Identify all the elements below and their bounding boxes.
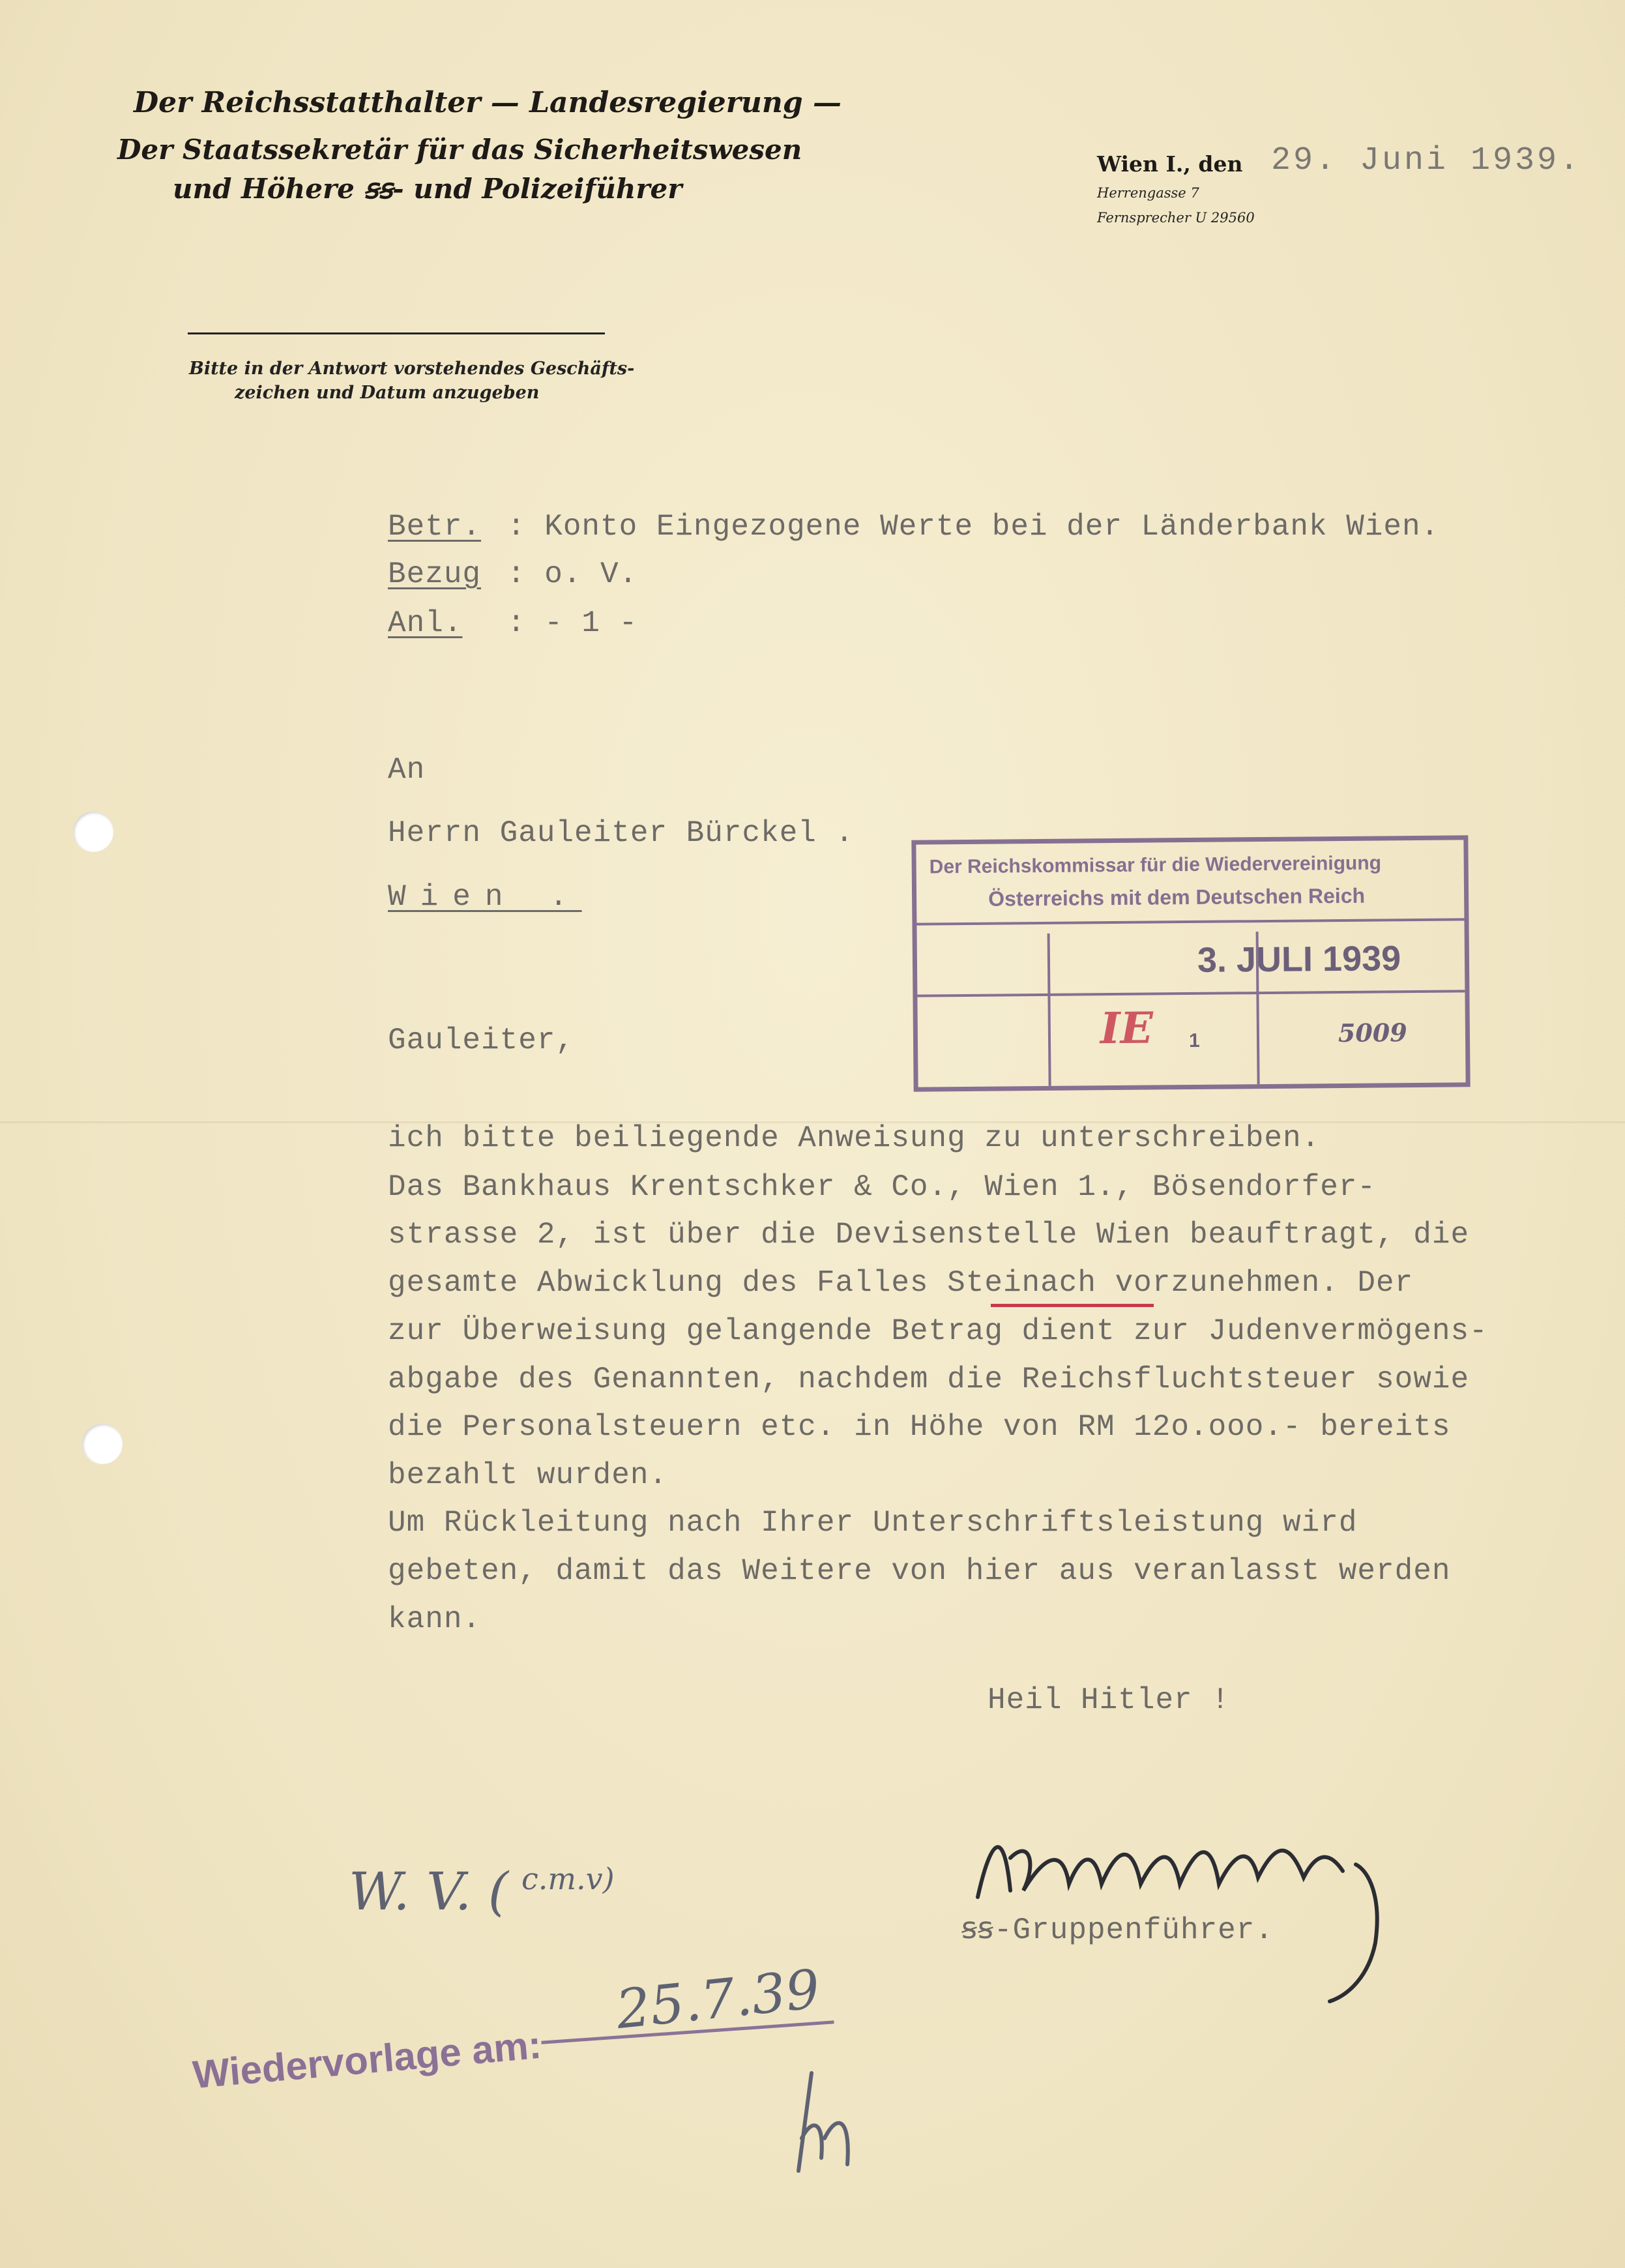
letterhead-line-1: Der Reichsstatthalter — Landesregierung — xyxy=(134,86,842,119)
body-line-11: kann. xyxy=(388,1602,482,1636)
place-label: Wien I., den xyxy=(1097,151,1243,177)
body-line-4: gesamte Abwicklung des Falles Steinach vorzunehmen. Der xyxy=(388,1266,1414,1300)
anl-label: Anl. xyxy=(388,606,463,640)
stamp-authority-line-1: Der Reichskommissar für die Wiedervereinigung xyxy=(929,852,1382,878)
stamp-number: 5009 xyxy=(1338,1018,1407,1048)
body-line-3: strasse 2, ist über die Devisenstelle Wien beauftragt, die xyxy=(388,1218,1470,1252)
closing: Heil Hitler ! xyxy=(988,1683,1230,1717)
stamp-column-rule-1 xyxy=(1047,934,1051,1086)
signature-title: ꞩꞩ-Gruppenführer. xyxy=(961,1913,1274,1947)
wiedervorlage-date: 25.7.39 xyxy=(613,1958,823,2042)
body-line-5: zur Überweisung gelangende Betrag dient zur Judenvermögens- xyxy=(388,1314,1488,1348)
wiedervorlage-stamp: Wiedervorlage am: xyxy=(191,2022,544,2097)
letter-date: 29. Juni 1939. xyxy=(1271,142,1582,179)
handwritten-wv: W. V. ( xyxy=(349,1861,508,1922)
stamp-date: 3. JULI 1939 xyxy=(1197,939,1401,980)
phone-number: Fernsprecher U 29560 xyxy=(1097,210,1255,226)
street-address: Herrengasse 7 xyxy=(1097,185,1199,201)
reference-divider xyxy=(188,332,605,334)
body-line-7: die Personalsteuern etc. in Höhe von RM 12o.ooo.- bereits xyxy=(388,1410,1451,1444)
initials-stroke xyxy=(798,2073,848,2171)
punch-hole-lower xyxy=(82,1424,123,1464)
bezug-value: : o. V. xyxy=(507,557,638,591)
letterhead-line-3: und Höhere ꞩꞩ- und Polizeiführer xyxy=(173,173,682,205)
betr-label: Betr. xyxy=(388,510,482,544)
receipt-stamp xyxy=(911,835,1470,1091)
stamp-registry-mark: IE xyxy=(1100,1002,1154,1054)
punch-hole-upper xyxy=(73,812,113,852)
reply-note-line-1: Bitte in der Antwort vorstehendes Geschäfts- xyxy=(189,359,635,379)
red-underline-steinach xyxy=(991,1304,1154,1307)
recipient-an: An xyxy=(388,753,426,787)
reply-note-line-2: zeichen und Datum anzugeben xyxy=(235,383,540,403)
salutation: Gauleiter, xyxy=(388,1024,575,1057)
body-line-1: ich bitte beiliegende Anweisung zu unterschreiben. xyxy=(388,1121,1321,1155)
body-line-10: gebeten, damit das Weitere von hier aus veranlasst werden xyxy=(388,1554,1451,1588)
recipient-name: Herrn Gauleiter Bürckel . xyxy=(388,816,855,850)
stamp-rule-1 xyxy=(916,918,1464,925)
body-line-8: bezahlt wurden. xyxy=(388,1458,668,1492)
stamp-authority-line-2: Österreichs mit dem Deutschen Reich xyxy=(988,883,1366,911)
betr-value: : Konto Eingezogene Werte bei der Länderbank Wien. xyxy=(507,510,1440,544)
stamp-rule-2 xyxy=(917,990,1465,997)
body-line-9: Um Rückleitung nach Ihrer Unterschriftsleistung wird xyxy=(388,1506,1358,1540)
anl-value: : - 1 - xyxy=(507,606,638,640)
stamp-registry-sub: 1 xyxy=(1188,1029,1200,1052)
bezug-label: Bezug xyxy=(388,557,482,591)
letterhead-line-2: Der Staatssekretär für das Sicherheitswesen xyxy=(117,134,802,166)
signature xyxy=(965,1799,1447,2008)
recipient-city: Wien . xyxy=(388,880,582,914)
body-line-2: Das Bankhaus Krentschker & Co., Wien 1., Bösendorfer- xyxy=(388,1170,1377,1204)
body-line-6: abgabe des Genannten, nachdem die Reichsfluchtsteuer sowie xyxy=(388,1362,1470,1396)
initials xyxy=(785,2060,877,2177)
handwritten-wv-note: c.m.v) xyxy=(521,1861,615,1896)
